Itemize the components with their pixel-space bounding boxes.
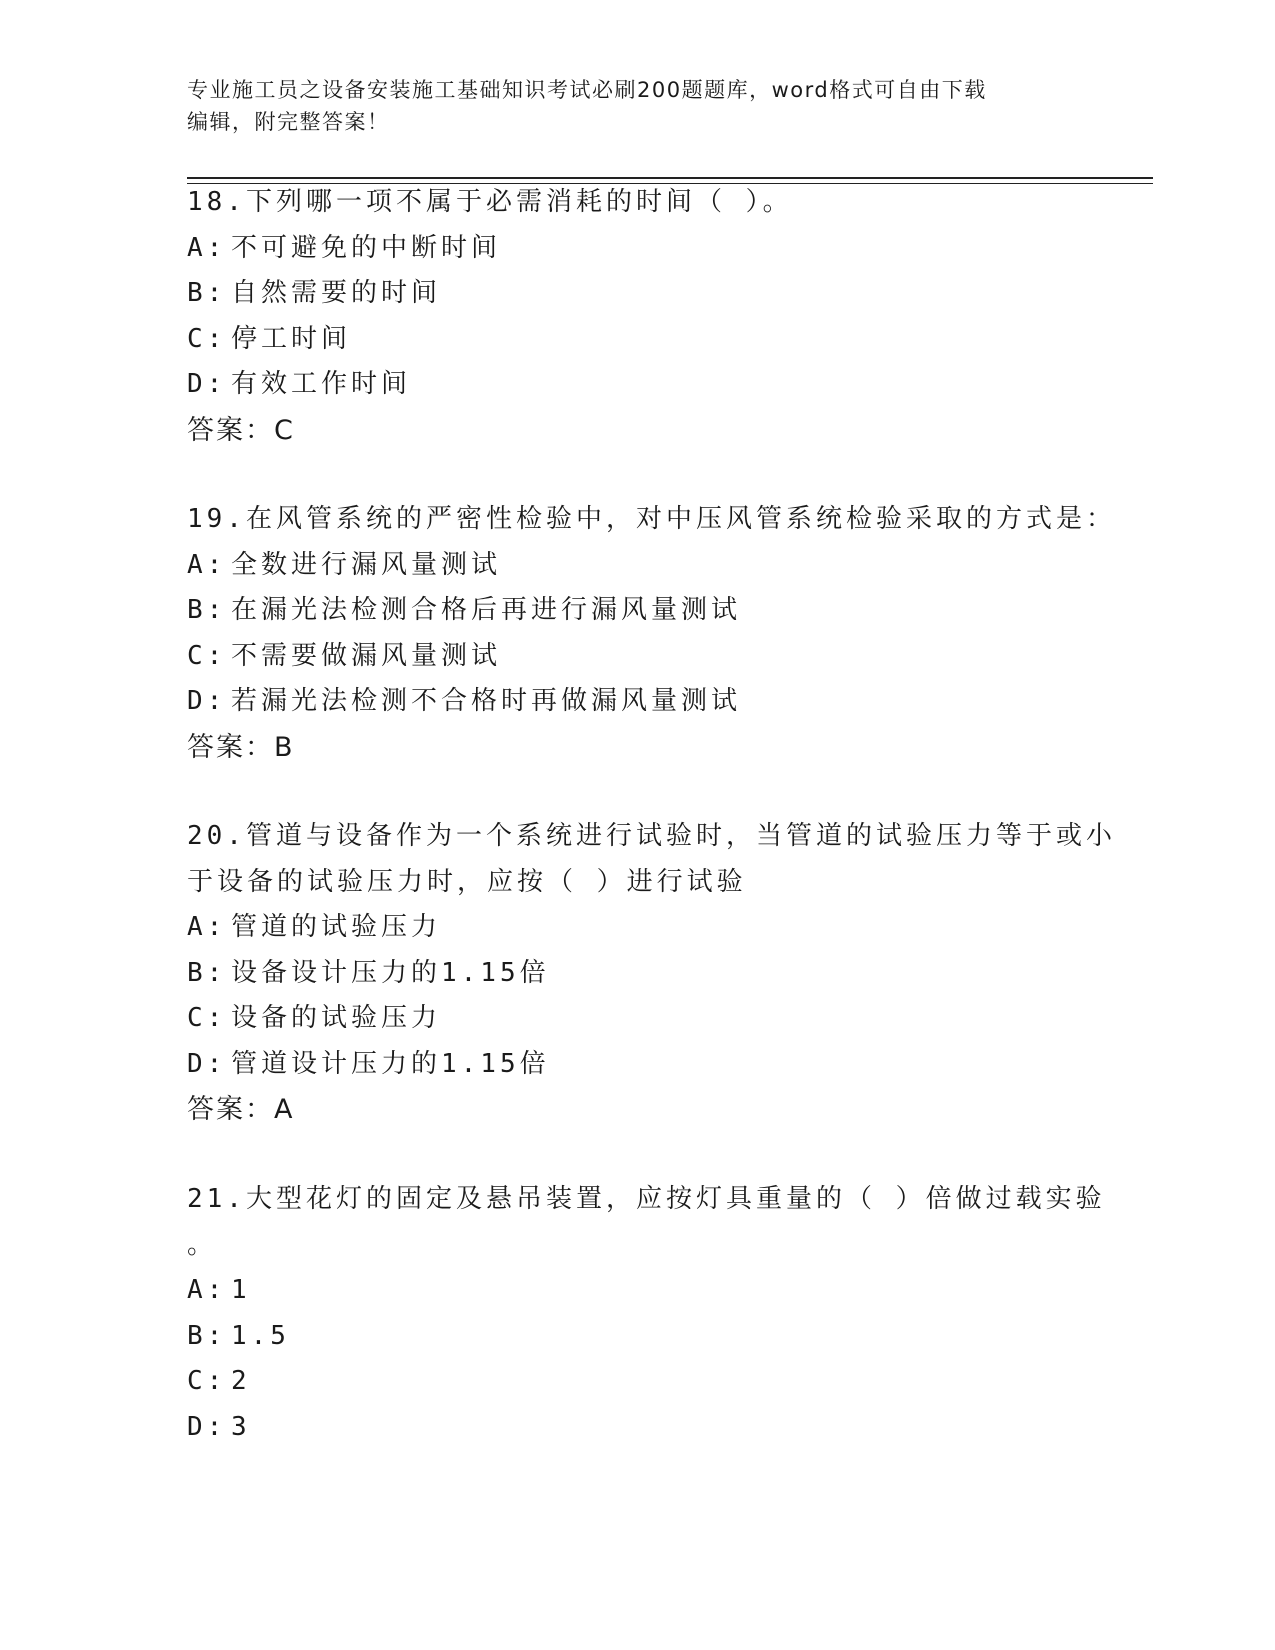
option-label: A: xyxy=(187,232,227,263)
option-label: B: xyxy=(187,595,227,625)
option-label: D: xyxy=(187,369,227,399)
question-18 xyxy=(187,180,1087,453)
option-c xyxy=(187,317,1087,363)
option-label: A: xyxy=(187,549,227,580)
option-a xyxy=(187,543,1087,589)
header-divider-thick xyxy=(187,177,1153,179)
option-text: 设备设计压力的1.15倍 xyxy=(231,957,550,988)
option-a xyxy=(187,905,1087,951)
option-text: 若漏光法检测不合格时再做漏风量测试 xyxy=(231,686,742,716)
question-stem-continued: 于设备的试验压力时，应按（ ）进行试验 xyxy=(187,866,747,897)
answer-line: 答案：A xyxy=(187,1094,295,1125)
option-label: C: xyxy=(187,1003,227,1033)
option-label: B: xyxy=(187,957,227,988)
question-stem: 20.管道与设备作为一个系统进行试验时，当管道的试验压力等于或小 xyxy=(187,821,1116,851)
option-text: 管道的试验压力 xyxy=(231,912,442,942)
question-21 xyxy=(187,1177,1106,1450)
option-label: A: xyxy=(187,912,227,942)
option-text: 管道设计压力的1.15倍 xyxy=(231,1048,550,1079)
option-text: 设备的试验压力 xyxy=(231,1003,442,1033)
option-text: 不需要做漏风量测试 xyxy=(231,640,502,671)
option-text: 1.5 xyxy=(231,1320,290,1351)
question-19 xyxy=(187,497,1116,770)
option-label: C: xyxy=(187,1366,227,1396)
option-c xyxy=(187,1359,1087,1405)
option-text: 停工时间 xyxy=(231,323,352,354)
option-text: 1 xyxy=(231,1275,251,1305)
option-label: C: xyxy=(187,323,227,354)
option-text: 3 xyxy=(231,1411,251,1442)
option-label: D: xyxy=(187,1048,227,1079)
option-b xyxy=(187,951,1087,997)
option-d xyxy=(187,679,1087,725)
option-label: B: xyxy=(187,278,227,308)
option-text: 在漏光法检测合格后再进行漏风量测试 xyxy=(231,595,742,625)
option-d xyxy=(187,1405,1087,1451)
answer-line: 答案：B xyxy=(187,731,295,763)
option-text: 自然需要的时间 xyxy=(231,278,442,308)
option-text: 有效工作时间 xyxy=(231,369,412,399)
option-text: 全数进行漏风量测试 xyxy=(231,549,502,580)
option-b xyxy=(187,1314,1087,1360)
option-label: D: xyxy=(187,686,227,716)
option-a xyxy=(187,226,1087,272)
document-header xyxy=(187,74,1067,138)
option-c xyxy=(187,634,1087,680)
option-label: B: xyxy=(187,1320,227,1351)
question-stem-continued: 。 xyxy=(187,1229,218,1260)
option-label: A: xyxy=(187,1275,227,1305)
header-line-2: 编辑，附完整答案！ xyxy=(187,110,390,134)
question-20 xyxy=(187,814,1116,1133)
option-d xyxy=(187,362,1087,408)
question-stem: 18.下列哪一项不属于必需消耗的时间（ ）。 xyxy=(187,187,793,217)
option-c xyxy=(187,996,1087,1042)
option-label: C: xyxy=(187,640,227,671)
option-text: 2 xyxy=(231,1366,251,1396)
question-stem: 21.大型花灯的固定及悬吊装置，应按灯具重量的（ ）倍做过载实验 xyxy=(187,1184,1106,1214)
answer-line: 答案：C xyxy=(187,414,295,446)
header-line-1: 专业施工员之设备安装施工基础知识考试必刷200题题库，word格式可自由下载 xyxy=(187,78,987,102)
question-stem: 19.在风管系统的严密性检验中，对中压风管系统检验采取的方式是： xyxy=(187,504,1116,534)
option-b xyxy=(187,588,1087,634)
option-label: D: xyxy=(187,1411,227,1442)
option-b xyxy=(187,271,1087,317)
option-d xyxy=(187,1042,1087,1088)
option-a xyxy=(187,1268,1087,1314)
option-text: 不可避免的中断时间 xyxy=(231,232,502,263)
